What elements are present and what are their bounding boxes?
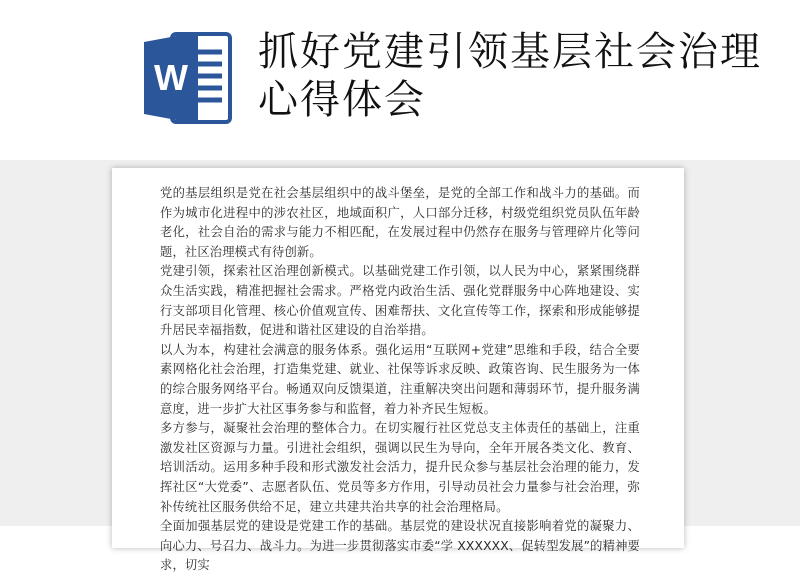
document-page [112,168,684,573]
paragraph: 多方参与，凝聚社会治理的整体合力。在切实履行社区党总支主体责任的基础上，注重激发社区资源与力量。引进社会组织，强调以民生为导向，全年开展各类文化、教育、培训活动。运用多种手段和形式激发社会活力，提升民众参与基层社会治理的能力，发挥社区“大党委”、志愿者队伍、党员等多方作用，引导动员社会力量参与社会治理，弥补传统社区服务供给不足，建立共建共治共享的社会治理格局。 [160,421,640,514]
paragraph: 以人为本，构建社会满意的服务体系。强化运用“互联网+党建”思维和手段，结合全要素网格化社会治理，打造集党建、就业、社保等诉求反映、政策咨询、民生服务为一体的综合服务网络平台。畅通双向反馈渠道，注重解决突出问题和薄弱环节，提升服务满意度，进一步扩大社区事务参与和监督，着力补齐民生短板。 [160,342,640,416]
word-document-icon [142,28,234,128]
document-body [160,184,640,576]
paragraph: 党建引领，探索社区治理创新模式。以基础党建工作引领，以人民为中心，紧紧围绕群众生活实践，精准把握社会需求。严格党内政治生活、强化党群服务中心阵地建设、实行支部项目化管理、核心价值观宣传、困难帮扶、文化宣传等工作，探索和形成能够提升居民幸福指数，促进和谐社区建设的自治举措。 [160,264,640,338]
word-icon-letter: W [154,57,188,98]
document-title: 抓好党建引领基层社会治理心得体会 [258,29,762,123]
header [0,0,800,160]
paragraph: 全面加强基层党的建设是党建工作的基础。基层党的建设状况直接影响着党的凝聚力、向心力、号召力、战斗力。为进一步贯彻落实市委“学 XXXXXX、促转型发展”的精神要求，切实 [160,519,640,573]
paragraph: 党的基层组织是党在社会基层组织中的战斗堡垒，是党的全部工作和战斗力的基础。而作为城市化进程中的涉农社区，地域面积广，人口部分迁移，村级党组织党员队伍年龄老化，社会自治的需求与能力不相匹配，在发展过程中仍然存在服务与管理碎片化等问题，社区治理模式有待创新。 [160,186,640,259]
